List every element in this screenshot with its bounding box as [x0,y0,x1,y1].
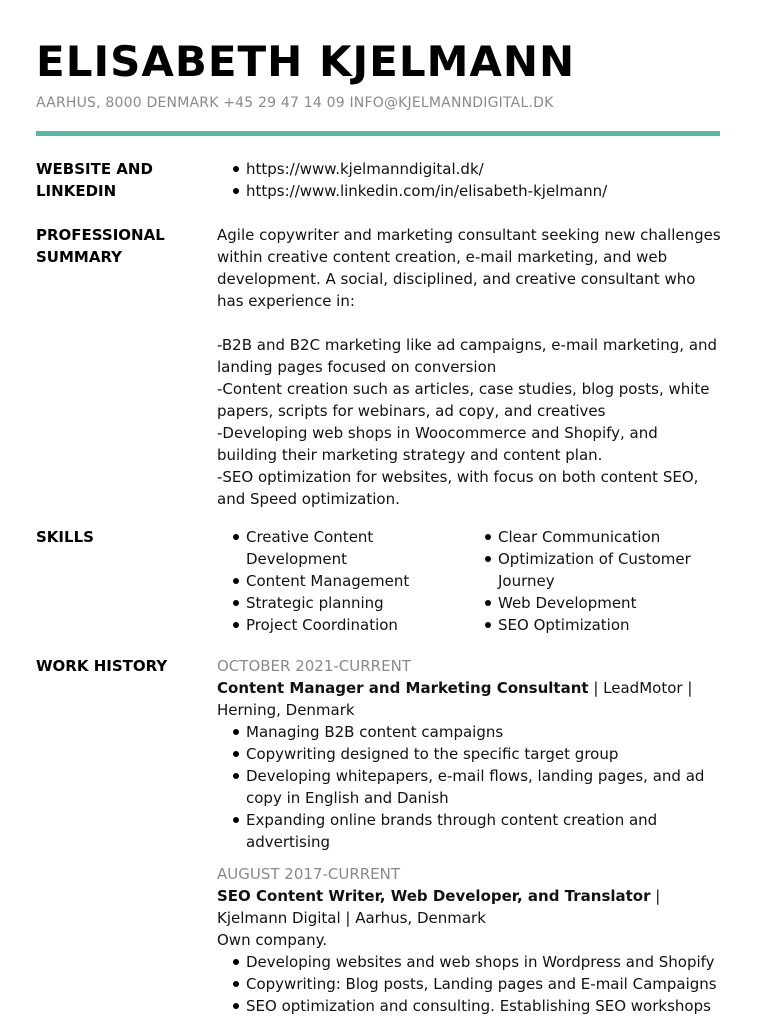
skills-column-left [217,526,469,636]
links-label: WEBSITE AND LINKEDIN [36,160,153,200]
skill-item: Project Coordination [217,614,469,636]
work-label: WORK HISTORY [36,657,168,675]
website-link[interactable]: https://www.kjelmanndigital.dk/ [217,158,722,180]
summary-intro: Agile copywriter and marketing consultant seeking new challenges within creative content creation, e-mail marketing, and web development. A social, disciplined, and creative consultant who has experience in: [217,226,721,310]
candidate-name: ELISABETH KJELMANN [36,37,576,86]
accent-divider [36,131,720,136]
summary-label: PROFESSIONAL SUMMARY [36,226,165,266]
skill-item: SEO Optimization [469,614,721,636]
contact-line: AARHUS, 8000 DENMARK +45 29 47 14 09 INFO@KJELMANNDIGITAL.DK [36,95,554,111]
job-dates: OCTOBER 2021-CURRENT [217,657,411,675]
job-company: | Kjelmann Digital | Aarhus, Denmark [217,887,661,927]
skills-column-right [469,526,721,636]
job-bullet: Developing whitepapers, e-mail flows, landing pages, and ad copy in English and Danish [217,765,722,809]
skills-content [217,526,722,636]
skill-item: Content Management [217,570,469,592]
job-heading [217,885,722,929]
skill-item: Clear Communication [469,526,721,548]
job-bullet: Copywriting: Blog posts, Landing pages and E-mail Campaigns [217,973,722,995]
summary-point: -B2B and B2C marketing like ad campaigns, e-mail marketing, and landing pages focused on conversion [217,336,718,376]
job-bullet: Copywriting designed to the specific target group [217,743,722,765]
job-company: | LeadMotor | Herning, Denmark [217,679,693,719]
job-entry [217,863,722,1017]
job-title: Content Manager and Marketing Consultant [217,679,589,697]
linkedin-link[interactable]: https://www.linkedin.com/in/elisabeth-kjelmann/ [217,180,722,202]
summary-point: -SEO optimization for websites, with focus on both content SEO, and Speed optimization. [217,468,699,508]
job-note: Own company. [217,931,328,949]
job-dates: AUGUST 2017-CURRENT [217,865,401,883]
links-list [217,158,722,202]
job-bullet: Expanding online brands through content creation and advertising [217,809,722,853]
job-bullets [217,951,722,1017]
skill-item: Optimization of Customer Journey [469,548,721,592]
job-bullet: Managing B2B content campaigns [217,721,722,743]
job-bullet: SEO optimization and consulting. Establishing SEO workshops [217,995,722,1017]
skill-item: Strategic planning [217,592,469,614]
summary-point: -Content creation such as articles, case studies, blog posts, white papers, scripts for webinars, ad copy, and creatives [217,380,710,420]
job-title: SEO Content Writer, Web Developer, and Translator [217,887,651,905]
skills-label: SKILLS [36,528,94,546]
job-bullets [217,721,722,853]
job-heading [217,677,722,721]
summary-point: -Developing web shops in Woocommerce and Shopify, and building their marketing strategy and content plan. [217,424,658,464]
links-content [217,158,722,202]
job-bullet: Developing websites and web shops in Wordpress and Shopify [217,951,722,973]
summary-content [217,224,722,510]
skill-item: Web Development [469,592,721,614]
skill-item: Creative Content Development [217,526,469,570]
job-entry [217,655,722,853]
work-content [217,655,722,1017]
